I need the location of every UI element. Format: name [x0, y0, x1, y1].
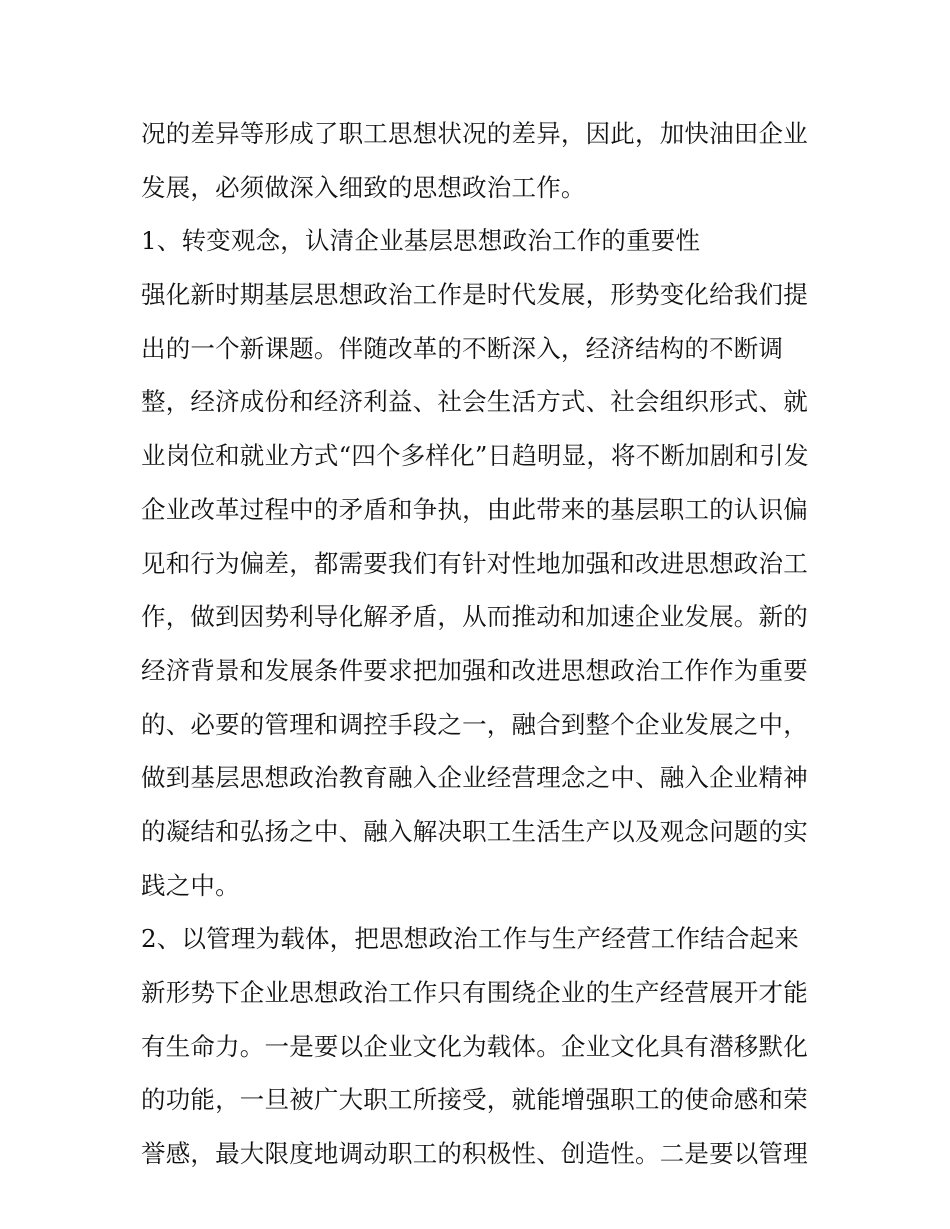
text-line: 发展，必须做深入细致的思想政治工作。: [141, 172, 586, 202]
text-line: 出的一个新课题。伴随改革的不断深入，经济结构的不断调: [141, 333, 784, 363]
text-line: 的凝结和弘扬之中、融入解决职工生活生产以及观念问题的实: [141, 816, 808, 846]
text-line: 见和行为偏差，都需要我们有针对性地加强和改进思想政治工: [141, 548, 808, 578]
text-line: 企业改革过程中的矛盾和争执，由此带来的基层职工的认识偏: [141, 494, 808, 524]
text-line: 业岗位和就业方式“四个多样化”日趋明显，将不断加剧和引发: [141, 441, 809, 471]
document-page: [141, 107, 821, 1181]
text-line: 况的差异等形成了职工思想状况的差异，因此，加快油田企业: [141, 119, 808, 148]
section-heading-1: 1、转变观念，认清企业基层思想政治工作的重要性: [141, 226, 701, 256]
text-line: 的、必要的管理和调控手段之一，融合到整个企业发展之中，: [141, 709, 808, 739]
text-line: 有生命力。一是要以企业文化为载体。企业文化具有潜移默化: [141, 1031, 808, 1061]
text-line: 经济背景和发展条件要求把加强和改进思想政治工作作为重要: [141, 655, 808, 685]
text-line: 新形势下企业思想政治工作只有围绕企业的生产经营展开才能: [141, 978, 808, 1007]
section-heading-2: 2、以管理为载体，把思想政治工作与生产经营工作结合起来: [141, 924, 799, 954]
text-line: 作，做到因势利导化解矛盾，从而推动和加速企业发展。新的: [141, 602, 808, 632]
text-line: 强化新时期基层思想政治工作是时代发展，形势变化给我们提: [141, 280, 808, 310]
text-line: 做到基层思想政治教育融入企业经营理念之中、融入企业精神: [141, 763, 808, 793]
text-line: 整，经济成份和经济利益、社会生活方式、社会组织形式、就: [141, 387, 808, 417]
text-line: 践之中。: [141, 870, 240, 900]
text-line: 的功能，一旦被广大职工所接受，就能增强职工的使命感和荣: [141, 1085, 808, 1115]
text-line: 誉感，最大限度地调动职工的积极性、创造性。二是要以管理: [141, 1139, 808, 1169]
